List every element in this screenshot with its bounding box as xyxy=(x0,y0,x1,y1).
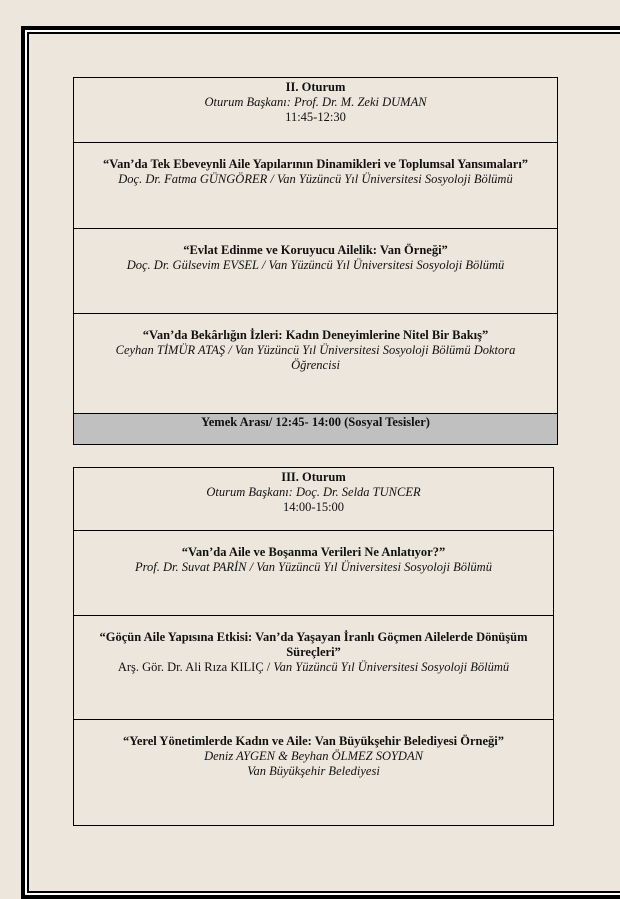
talk-title: “Van’da Bekârlığın İzleri: Kadın Deneyimlerine Nitel Bir Bakış” xyxy=(142,328,489,342)
session-title: II. Oturum xyxy=(285,80,346,94)
talk-author-affiliation: Van Yüzüncü Yıl Üniversitesi Sosyoloji Bölümü xyxy=(273,660,510,674)
talk-row xyxy=(74,720,554,826)
talk-author: Deniz AYGEN & Beyhan ÖLMEZ SOYDAN xyxy=(204,749,423,763)
session-time: 14:00-15:00 xyxy=(282,500,345,514)
talk-author: Prof. Dr. Suvat PARİN / Van Yüzüncü Yıl Üniversitesi Sosyoloji Bölümü xyxy=(135,560,492,574)
lunch-break-label: Yemek Arası/ 12:45- 14:00 (Sosyal Tesisler) xyxy=(201,415,430,429)
talk-row xyxy=(74,143,558,229)
lunch-break-row xyxy=(74,414,558,445)
talk-author-line xyxy=(84,660,543,675)
talk-title: “Van’da Aile ve Boşanma Verileri Ne Anlatıyor?” xyxy=(181,545,446,559)
talk-author-name: Arş. Gör. Dr. Ali Rıza KILIÇ / xyxy=(117,660,271,674)
talk-author: Ceyhan TİMÜR ATAŞ / Van Yüzüncü Yıl Üniversitesi Sosyoloji Bölümü Doktora Öğrencisi xyxy=(115,343,516,372)
session-header xyxy=(74,468,554,531)
session-time: 11:45-12:30 xyxy=(285,110,346,124)
session-3-table xyxy=(73,467,554,826)
session-header xyxy=(74,78,558,143)
session-chair: Oturum Başkanı: Doç. Dr. Selda TUNCER xyxy=(206,485,421,499)
session-2-table xyxy=(73,77,558,445)
talk-row xyxy=(74,229,558,314)
talk-row xyxy=(74,314,558,414)
talk-title: “Evlat Edinme ve Koruyucu Ailelik: Van Örneği” xyxy=(183,243,448,257)
talk-affiliation: Van Büyükşehir Belediyesi xyxy=(247,764,380,778)
session-title: III. Oturum xyxy=(281,470,346,484)
talk-title: “Göçün Aile Yapısına Etkisi: Van’da Yaşayan İranlı Göçmen Ailelerde Dönüşüm Süreçleri” xyxy=(99,630,528,659)
talk-author: Doç. Dr. Fatma GÜNGÖRER / Van Yüzüncü Yıl Üniversitesi Sosyoloji Bölümü xyxy=(118,172,513,186)
talk-row xyxy=(74,531,554,616)
talk-title: “Yerel Yönetimlerde Kadın ve Aile: Van Büyükşehir Belediyesi Örneği” xyxy=(122,734,505,748)
talk-author: Doç. Dr. Gülsevim EVSEL / Van Yüzüncü Yıl Üniversitesi Sosyoloji Bölümü xyxy=(126,258,505,272)
session-chair: Oturum Başkanı: Prof. Dr. M. Zeki DUMAN xyxy=(204,95,427,109)
talk-title: “Van’da Tek Ebeveynli Aile Yapılarının Dinamikleri ve Toplumsal Yansımaları” xyxy=(102,157,529,171)
talk-row xyxy=(74,616,554,720)
